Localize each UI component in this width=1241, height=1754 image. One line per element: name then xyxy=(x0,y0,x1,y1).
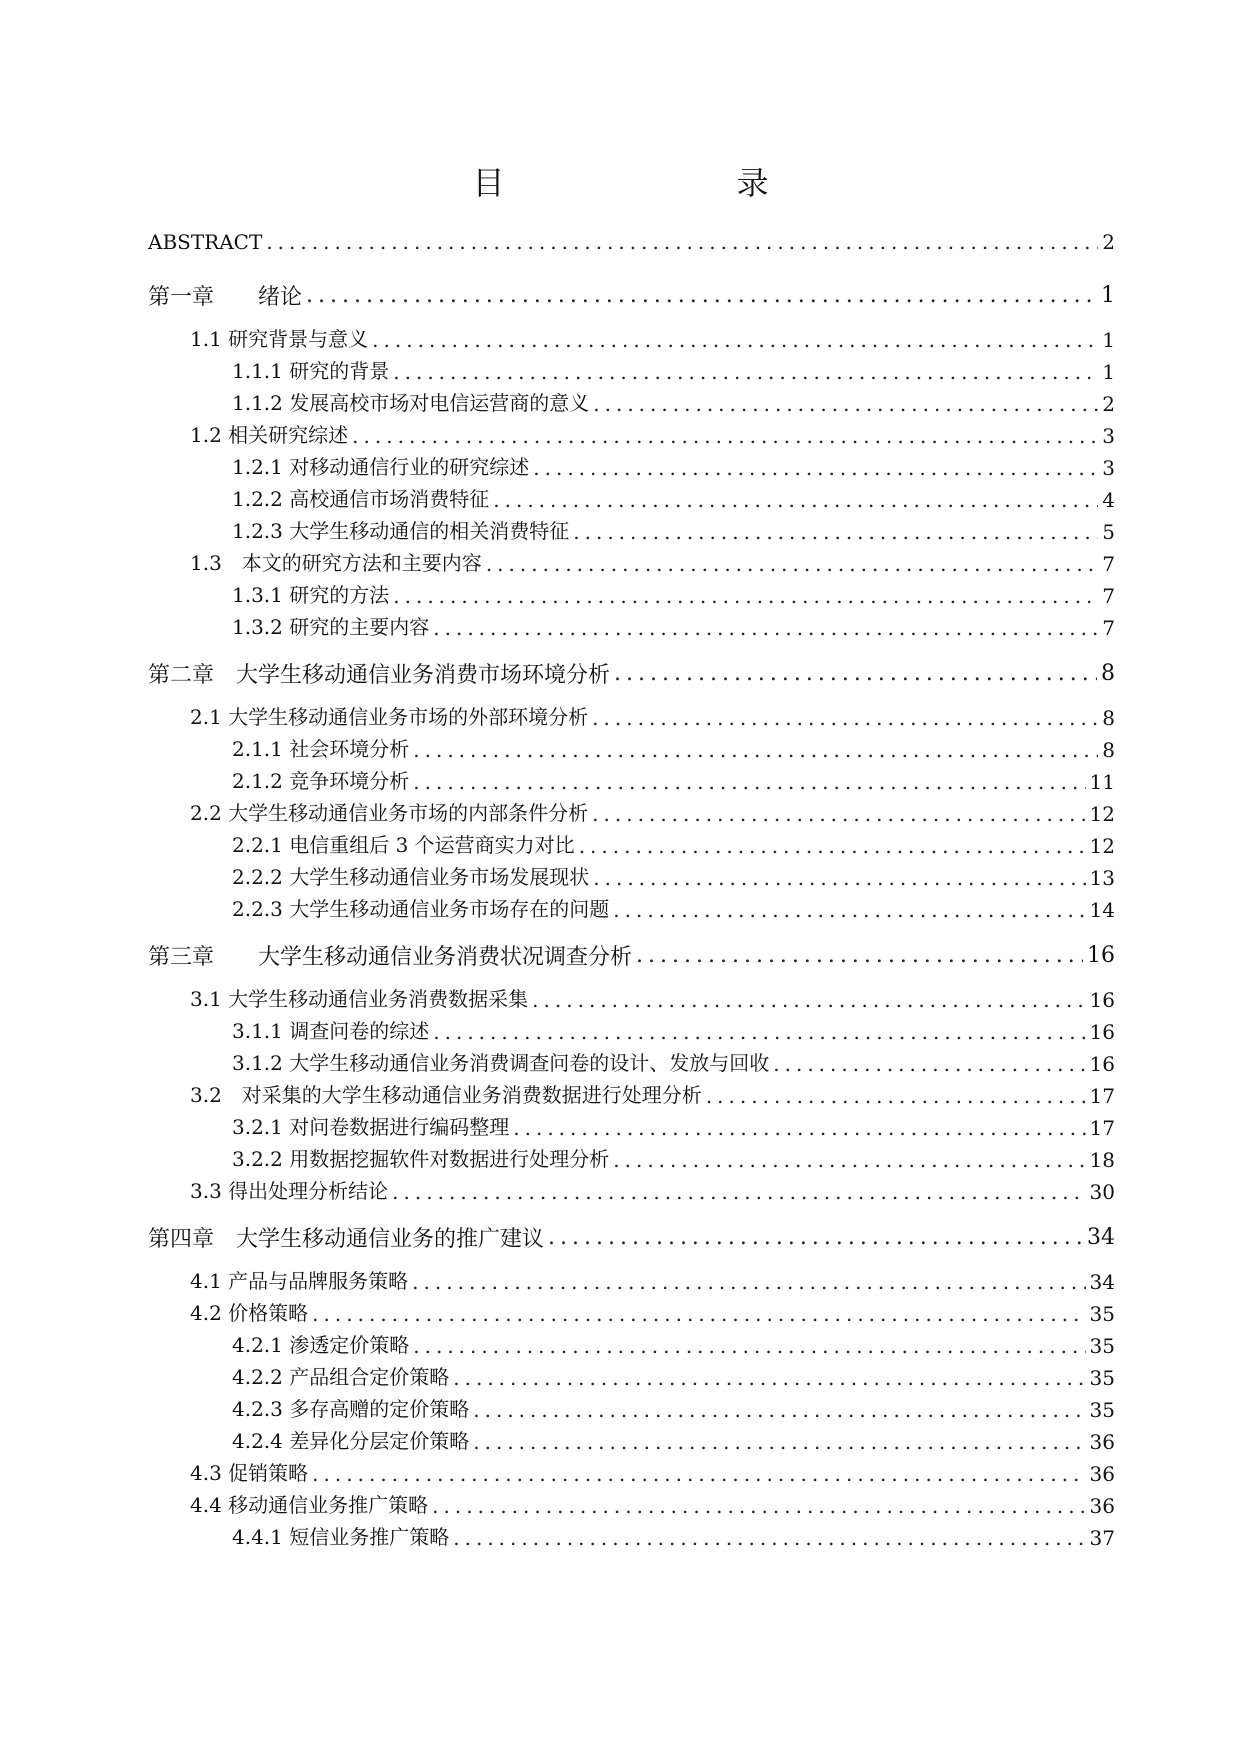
dot-leader xyxy=(513,1116,1085,1140)
toc-entry-section[interactable] xyxy=(148,1262,1115,1294)
toc-entry-subsection[interactable] xyxy=(148,512,1115,544)
toc-entry-label: 4.2.4 差异化分层定价策略 xyxy=(232,1429,470,1453)
toc-entry-page-number: 3 xyxy=(1102,456,1115,480)
toc-entry-label: 2.1 大学生移动通信业务市场的外部环境分析 xyxy=(190,705,589,729)
dot-leader xyxy=(613,898,1085,922)
toc-entry-subsection[interactable] xyxy=(148,890,1115,922)
toc-entry-subsection[interactable] xyxy=(148,352,1115,384)
dot-leader xyxy=(486,552,1098,576)
toc-entry-label: 1.3.1 研究的方法 xyxy=(232,583,390,607)
toc-entry-section[interactable] xyxy=(148,416,1115,448)
toc-entry-subsection[interactable] xyxy=(148,730,1115,762)
toc-entry-page-number: 11 xyxy=(1089,770,1115,794)
dot-leader xyxy=(393,360,1098,384)
dot-leader xyxy=(312,1462,1085,1486)
dot-leader xyxy=(306,283,1097,308)
toc-entry-subsection[interactable] xyxy=(148,448,1115,480)
toc-entry-page-number: 18 xyxy=(1089,1148,1115,1172)
dot-leader xyxy=(636,943,1083,968)
toc-entry-label: 4.4.1 短信业务推广策略 xyxy=(232,1525,450,1549)
dot-leader xyxy=(548,1225,1083,1250)
toc-entry-page-number: 3 xyxy=(1102,424,1115,448)
toc-entry-page-number: 37 xyxy=(1089,1526,1115,1550)
toc-entry-page-number: 7 xyxy=(1102,584,1115,608)
toc-entry-label: 1.1.2 发展高校市场对电信运营商的意义 xyxy=(232,391,590,415)
dot-leader xyxy=(593,392,1098,416)
toc-entry-page-number: 1 xyxy=(1101,282,1115,308)
toc-entry-section[interactable] xyxy=(148,1294,1115,1326)
toc-entry-page-number: 4 xyxy=(1102,488,1115,512)
toc-entry-label: 2.2 大学生移动通信业务市场的内部条件分析 xyxy=(190,801,589,825)
toc-entry-label: 4.3 促销策略 xyxy=(190,1461,309,1485)
toc-entry-label: 3.3 得出处理分析结论 xyxy=(190,1179,389,1203)
toc-entry-subsection[interactable] xyxy=(148,1358,1115,1390)
dot-leader xyxy=(473,1430,1085,1454)
toc-entry-label: 3.2.2 用数据挖掘软件对数据进行处理分析 xyxy=(232,1147,610,1171)
toc-entry-section[interactable] xyxy=(148,1454,1115,1486)
dot-leader xyxy=(614,661,1097,686)
toc-entry-page-number: 14 xyxy=(1089,898,1115,922)
toc-entry-subsection[interactable] xyxy=(148,384,1115,416)
dot-leader xyxy=(432,1494,1085,1518)
toc-entry-label: 2.2.2 大学生移动通信业务市场发展现状 xyxy=(232,865,590,889)
dot-leader xyxy=(413,738,1098,762)
dot-leader xyxy=(393,584,1098,608)
dot-leader xyxy=(453,1366,1085,1390)
toc-entry-page-number: 16 xyxy=(1087,942,1115,968)
toc-entry-page-number: 36 xyxy=(1089,1462,1115,1486)
toc-entry-page-number: 16 xyxy=(1089,1020,1115,1044)
toc-entry-section[interactable] xyxy=(148,794,1115,826)
toc-entry-label: 1.3.2 研究的主要内容 xyxy=(232,615,430,639)
dot-leader xyxy=(773,1052,1085,1076)
toc-entry-subsection[interactable] xyxy=(148,1108,1115,1140)
toc-entry-page-number: 2 xyxy=(1102,230,1115,254)
toc-entry-label: 3.1.2 大学生移动通信业务消费调查问卷的设计、发放与回收 xyxy=(232,1051,770,1075)
toc-title: 目 录 xyxy=(472,164,825,202)
toc-entry-subsection[interactable] xyxy=(148,1518,1115,1550)
table-of-contents xyxy=(148,222,1115,1550)
toc-entry-label: 1.1 研究背景与意义 xyxy=(190,327,369,351)
toc-entry-section[interactable] xyxy=(148,698,1115,730)
toc-entry-label: ABSTRACT xyxy=(148,230,263,254)
toc-entry-label: 2.2.1 电信重组后 3 个运营商实力对比 xyxy=(232,833,575,857)
toc-entry-subsection[interactable] xyxy=(148,1326,1115,1358)
toc-entry-chapter[interactable] xyxy=(148,648,1115,698)
toc-entry-chapter[interactable] xyxy=(148,1212,1115,1262)
dot-leader xyxy=(592,706,1098,730)
toc-entry-section[interactable] xyxy=(148,1172,1115,1204)
toc-entry-subsection[interactable] xyxy=(148,1422,1115,1454)
dot-leader xyxy=(533,456,1098,480)
toc-entry-page-number: 1 xyxy=(1102,328,1115,352)
dot-leader xyxy=(413,770,1085,794)
toc-entry-label: 3.2 对采集的大学生移动通信业务消费数据进行处理分析 xyxy=(190,1083,702,1107)
toc-entry-page-number: 2 xyxy=(1102,392,1115,416)
toc-entry-subsection[interactable] xyxy=(148,1012,1115,1044)
toc-entry-page-number: 30 xyxy=(1089,1180,1115,1204)
toc-entry-page-number: 8 xyxy=(1101,660,1115,686)
dot-leader xyxy=(266,230,1098,254)
toc-entry-section[interactable] xyxy=(148,980,1115,1012)
toc-entry-label: 1.1.1 研究的背景 xyxy=(232,359,390,383)
toc-entry-page-number: 5 xyxy=(1102,520,1115,544)
dot-leader xyxy=(392,1180,1085,1204)
dot-leader xyxy=(592,802,1085,826)
toc-entry-page-number: 7 xyxy=(1102,552,1115,576)
toc-entry-label: 1.2.2 高校通信市场消费特征 xyxy=(232,487,490,511)
toc-entry-label: 第二章 大学生移动通信业务消费市场环境分析 xyxy=(148,662,611,688)
toc-entry-subsection[interactable] xyxy=(148,762,1115,794)
toc-entry-page-number: 36 xyxy=(1089,1430,1115,1454)
toc-entry-section[interactable] xyxy=(148,320,1115,352)
dot-leader xyxy=(706,1084,1086,1108)
toc-entry-label: 3.1.1 调查问卷的综述 xyxy=(232,1019,430,1043)
toc-entry-label: 1.3 本文的研究方法和主要内容 xyxy=(190,551,482,575)
dot-leader xyxy=(453,1526,1085,1550)
toc-entry-subsection[interactable] xyxy=(148,608,1115,640)
toc-entry-label: 第四章 大学生移动通信业务的推广建议 xyxy=(148,1226,545,1252)
toc-entry-page-number: 8 xyxy=(1102,706,1115,730)
toc-entry-chapter[interactable] xyxy=(148,930,1115,980)
dot-leader xyxy=(593,866,1085,890)
toc-entry-page-number: 35 xyxy=(1089,1302,1115,1326)
toc-entry-label: 2.2.3 大学生移动通信业务市场存在的问题 xyxy=(232,897,610,921)
toc-entry-subsection[interactable] xyxy=(148,1044,1115,1076)
dot-leader xyxy=(613,1148,1085,1172)
toc-entry-label: 3.2.1 对问卷数据进行编码整理 xyxy=(232,1115,510,1139)
toc-entry-subsection[interactable] xyxy=(148,826,1115,858)
toc-entry-label: 4.2.2 产品组合定价策略 xyxy=(232,1365,450,1389)
toc-entry-page-number: 17 xyxy=(1089,1116,1115,1140)
toc-entry-abstract[interactable] xyxy=(148,222,1115,262)
dot-leader xyxy=(312,1302,1085,1326)
toc-entry-section[interactable] xyxy=(148,544,1115,576)
toc-entry-subsection[interactable] xyxy=(148,1390,1115,1422)
dot-leader xyxy=(372,328,1098,352)
dot-leader xyxy=(473,1398,1085,1422)
toc-entry-subsection[interactable] xyxy=(148,858,1115,890)
toc-entry-page-number: 34 xyxy=(1089,1270,1115,1294)
toc-entry-label: 第三章 大学生移动通信业务消费状况调查分析 xyxy=(148,944,633,970)
toc-entry-page-number: 13 xyxy=(1089,866,1115,890)
toc-entry-subsection[interactable] xyxy=(148,576,1115,608)
toc-entry-page-number: 17 xyxy=(1089,1084,1115,1108)
toc-entry-page-number: 1 xyxy=(1102,360,1115,384)
toc-entry-label: 1.2 相关研究综述 xyxy=(190,423,349,447)
dot-leader xyxy=(573,520,1098,544)
toc-entry-label: 4.2.1 渗透定价策略 xyxy=(232,1333,410,1357)
toc-entry-page-number: 35 xyxy=(1089,1366,1115,1390)
dot-leader xyxy=(433,616,1098,640)
dot-leader xyxy=(352,424,1098,448)
toc-entry-page-number: 35 xyxy=(1089,1334,1115,1358)
toc-entry-page-number: 8 xyxy=(1102,738,1115,762)
toc-entry-label: 3.1 大学生移动通信业务消费数据采集 xyxy=(190,987,529,1011)
dot-leader xyxy=(532,988,1085,1012)
toc-entry-page-number: 12 xyxy=(1089,834,1115,858)
toc-entry-label: 2.1.2 竞争环境分析 xyxy=(232,769,410,793)
toc-entry-label: 1.2.3 大学生移动通信的相关消费特征 xyxy=(232,519,570,543)
dot-leader xyxy=(433,1020,1085,1044)
toc-entry-page-number: 7 xyxy=(1102,616,1115,640)
toc-entry-section[interactable] xyxy=(148,1076,1115,1108)
toc-entry-page-number: 34 xyxy=(1087,1224,1115,1250)
toc-entry-label: 2.1.1 社会环境分析 xyxy=(232,737,410,761)
toc-entry-page-number: 36 xyxy=(1089,1494,1115,1518)
toc-entry-label: 1.2.1 对移动通信行业的研究综述 xyxy=(232,455,530,479)
toc-entry-label: 4.1 产品与品牌服务策略 xyxy=(190,1269,409,1293)
toc-entry-chapter[interactable] xyxy=(148,270,1115,320)
toc-entry-label: 第一章 绪论 xyxy=(148,284,303,310)
toc-entry-label: 4.2.3 多存高赠的定价策略 xyxy=(232,1397,470,1421)
toc-entry-label: 4.2 价格策略 xyxy=(190,1301,309,1325)
toc-entry-page-number: 35 xyxy=(1089,1398,1115,1422)
toc-entry-page-number: 16 xyxy=(1089,1052,1115,1076)
dot-leader xyxy=(413,1334,1085,1358)
toc-entry-subsection[interactable] xyxy=(148,1140,1115,1172)
dot-leader xyxy=(412,1270,1085,1294)
toc-entry-page-number: 12 xyxy=(1089,802,1115,826)
dot-leader xyxy=(579,834,1086,858)
toc-entry-page-number: 16 xyxy=(1089,988,1115,1012)
toc-entry-label: 4.4 移动通信业务推广策略 xyxy=(190,1493,429,1517)
toc-entry-subsection[interactable] xyxy=(148,480,1115,512)
dot-leader xyxy=(493,488,1098,512)
toc-entry-section[interactable] xyxy=(148,1486,1115,1518)
